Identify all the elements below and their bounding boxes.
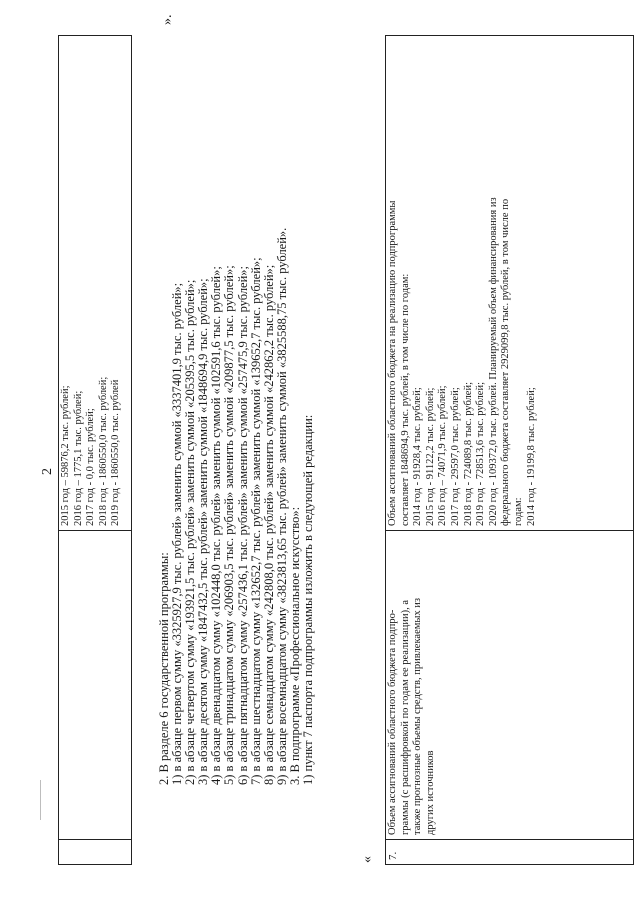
section-heading: 3. В подпрограмме «Профессиональное искусство»: — [287, 506, 302, 785]
year-amount-line: 2018 год - 724089,8 тыс. рублей; — [462, 381, 474, 526]
row-number-cell: 7. — [386, 840, 634, 865]
label-line: других источников — [424, 750, 436, 835]
year-amount-line: 2016 год – 74071,9 тыс. рублей; — [437, 385, 449, 526]
year-amount-line: 2017 год - 0,0 тыс. рублей; — [85, 408, 97, 526]
value-line: составляет 1848694,9 тыс. рублей, в том числе по годам: — [399, 273, 411, 526]
row-number-cell — [59, 840, 132, 865]
year-amount-line: 2016 год – 1775,1 тыс. рублей; — [72, 390, 84, 526]
page-number: 2 — [40, 468, 55, 475]
row-value-cell — [386, 36, 634, 531]
year-amount-line: 2018 год - 1860550,0 тыс. рублей; — [97, 376, 109, 526]
amendment-item: 1) пункт 7 паспорта подпрограммы изложить в следующей редакции: — [301, 414, 316, 785]
year-amount-line: 2015 год – 59876,2 тыс. рублей; — [60, 385, 71, 526]
amendment-item: 1) в абзаце первом сумму «3325927,9 тыс. рублей» заменить суммой «3337401,9 тыс. рублей»; — [170, 282, 185, 785]
amendment-item: 4) в абзаце двенадцатом сумму «102448,0 тыс. рублей» заменить суммой «102591,6 тыс. рублей»; — [209, 266, 224, 785]
amendment-item: 2) в абзаце четвертом сумму «193921,5 тыс. рублей» заменить суммой «205395,5 тыс. рублей»; — [183, 279, 198, 785]
year-amount-line: 2019 год - 728513,6 тыс. рублей; — [475, 381, 487, 526]
year-amount-line: 2019 год - 1860550,0 тыс. рублей — [110, 379, 122, 526]
year-amount-line: 2014 год - 19199,8 тыс. рублей; — [525, 387, 537, 526]
value-line: Объем ассигнований областного бюджета на реализацию подпрограммы — [387, 200, 398, 526]
amendment-item: 3) в абзаце десятом сумму «1847432,5 тыс. рублей» заменить суммой «1848694,9 тыс. рублей»; — [196, 278, 211, 785]
closing-quote: ». — [160, 14, 175, 25]
label-line: граммы (с расшифровкой по годам ее реализации), а — [399, 600, 411, 835]
amendment-item: 5) в абзаце тринадцатом сумму «206903,5 тыс. рублей» заменить суммой «209877,5 тыс. рублей»; — [222, 265, 237, 785]
table-row — [386, 36, 634, 865]
amendment-item: 9) в абзаце восемнадцатом сумму «3823813,65 тыс. рублей» заменить суммой «3825588,75 тыс. рублей». — [274, 227, 289, 785]
year-amount-line: 2017 год - 29597,0 тыс. рублей; — [449, 387, 461, 526]
row-label-cell — [59, 531, 132, 840]
value-line: 2020 год - 109372,0 тыс. рублей. Планируемый объем финансирования из — [487, 197, 499, 526]
amendment-item: 6) в абзаце пятнадцатом сумму «257436,1 тыс. рублей» заменить суммой «257475,9 тыс. рублей»; — [235, 265, 250, 785]
year-amount-line: 2015 год - 91122,2 тыс. рублей; — [424, 387, 436, 526]
row-value-cell — [59, 36, 132, 531]
row-label-cell — [386, 531, 634, 840]
value-line: годам: — [512, 497, 524, 526]
funding-table-continued — [58, 35, 132, 865]
amendment-item: 8) в абзаце семнадцатом сумму «242808,0 тыс. рублей» заменить суммой «242862,2 тыс. рублей»; — [261, 264, 276, 785]
table-row — [59, 36, 132, 865]
label-line: Объем ассигнований областного бюджета подпро- — [387, 609, 398, 835]
year-amount-line: 2014 год - 91928,4 тыс. рублей; — [412, 387, 424, 526]
section-heading: 2. В разделе 6 государственной программы: — [157, 552, 171, 785]
subprogram-funding-table — [385, 35, 634, 865]
value-line: федерального бюджета составляет 2929099,8 тыс. рублей, в том числе по — [500, 198, 512, 526]
amendment-text — [158, 228, 315, 785]
opening-quote: « — [360, 856, 375, 863]
amendment-item: 7) в абзаце шестнадцатом сумму «132652,7 тыс. рублей» заменить суммой «139652,7 тыс. рублей»; — [248, 257, 263, 785]
label-line: также прогнозные объемы средств, привлекаемых из — [412, 597, 424, 835]
